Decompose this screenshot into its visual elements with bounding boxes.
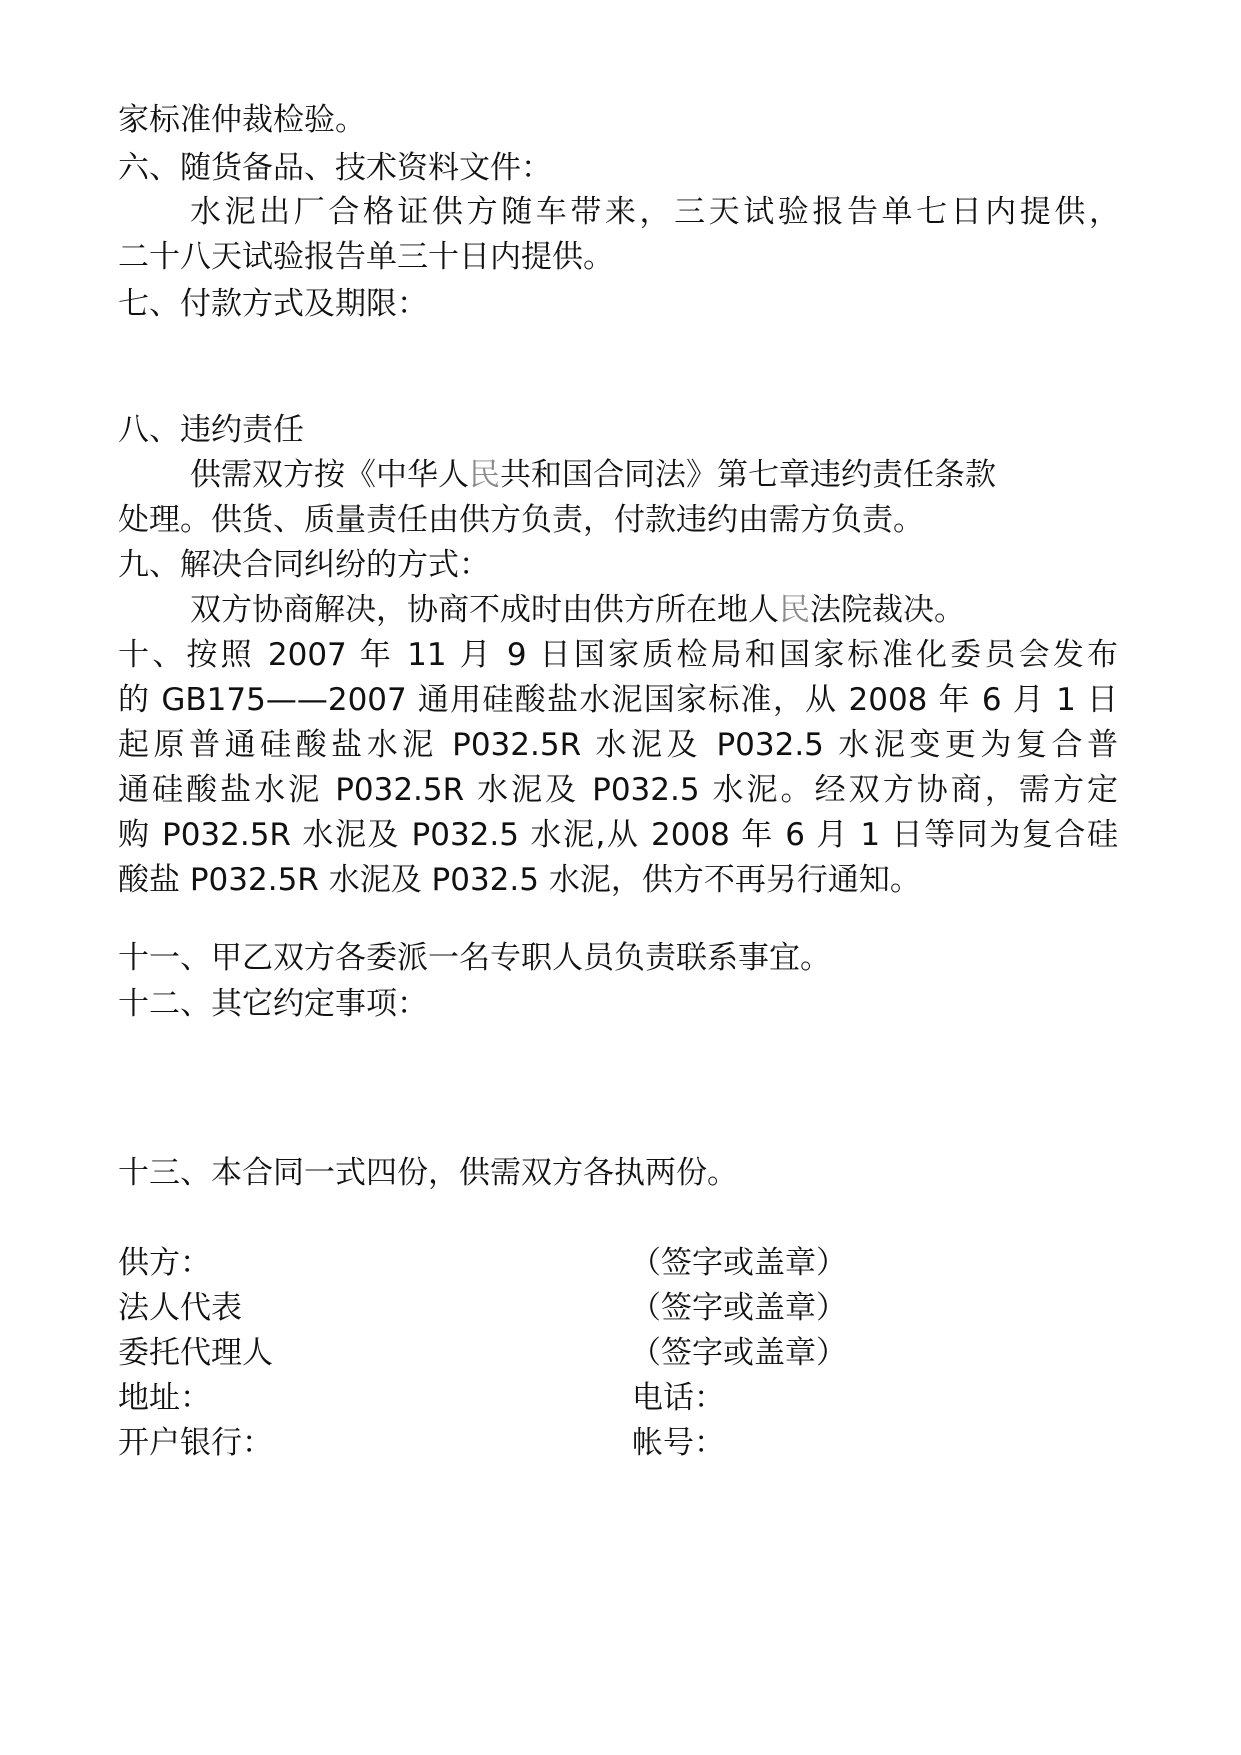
text-segment: 共和国合同法》第七章违约责任条款 [500, 457, 996, 493]
section-nine-heading: 九、解决合同纠纷的方式： [118, 547, 490, 583]
section-seven-heading: 七、付款方式及期限： [118, 286, 428, 322]
section-six-heading: 六、随货备品、技术资料文件： [118, 150, 552, 186]
sign-or-seal: （签字或盖章） [630, 1245, 847, 1281]
faint-character: 民 [469, 457, 500, 493]
sign-or-seal: （签字或盖章） [630, 1335, 847, 1371]
section-eight-heading: 八、违约责任 [118, 412, 304, 448]
text-line: 处理。供货、质量责任由供方负责，付款违约由需方负责。 [118, 502, 924, 538]
text-segment: 法院裁决。 [810, 592, 965, 628]
agent-label: 委托代理人 [118, 1335, 273, 1371]
section-thirteen-line: 十三、本合同一式四份，供需双方各执两份。 [118, 1155, 738, 1191]
section-ten-line: 十、按照 2007 年 11 月 9 日国家质检局和国家标准化委员会发布 [118, 637, 1118, 673]
text-line: 购 P032.5R 水泥及 P032.5 水泥,从 2008 年 6 月 1 日等同为复合硅 [118, 817, 1118, 853]
text-line: 酸盐 P032.5R 水泥及 P032.5 水泥，供方不再另行通知。 [118, 862, 921, 898]
legal-rep-label: 法人代表 [118, 1290, 242, 1326]
sign-or-seal: （签字或盖章） [630, 1290, 847, 1326]
text-line: 家标准仲裁检验。 [118, 102, 366, 138]
text-line: 的 GB175——2007 通用硅酸盐水泥国家标准，从 2008 年 6 月 1 日 [118, 682, 1118, 718]
text-line: 二十八天试验报告单三十日内提供。 [118, 239, 614, 275]
text-segment: 双方协商解决，协商不成时由供方所在地人 [190, 592, 779, 628]
section-twelve-heading: 十二、其它约定事项： [118, 986, 428, 1022]
text-line [190, 455, 996, 495]
section-eleven-line: 十一、甲乙双方各委派一名专职人员负责联系事宜。 [118, 940, 831, 976]
text-line: 水泥出厂合格证供方随车带来，三天试验报告单七日内提供， [190, 194, 1120, 230]
faint-character: 民 [779, 592, 810, 628]
account-label: 帐号： [632, 1425, 725, 1461]
text-line: 通硅酸盐水泥 P032.5R 水泥及 P032.5 水泥。经双方协商，需方定 [118, 772, 1118, 808]
bank-label: 开户银行： [118, 1425, 273, 1461]
text-segment: 供需双方按《中华人 [190, 457, 469, 493]
text-line: 起原普通硅酸盐水泥 P032.5R 水泥及 P032.5 水泥变更为复合普 [118, 727, 1118, 763]
phone-label: 电话： [632, 1380, 725, 1416]
text-line [190, 590, 965, 630]
supplier-label: 供方： [118, 1245, 211, 1281]
address-label: 地址： [118, 1380, 211, 1416]
